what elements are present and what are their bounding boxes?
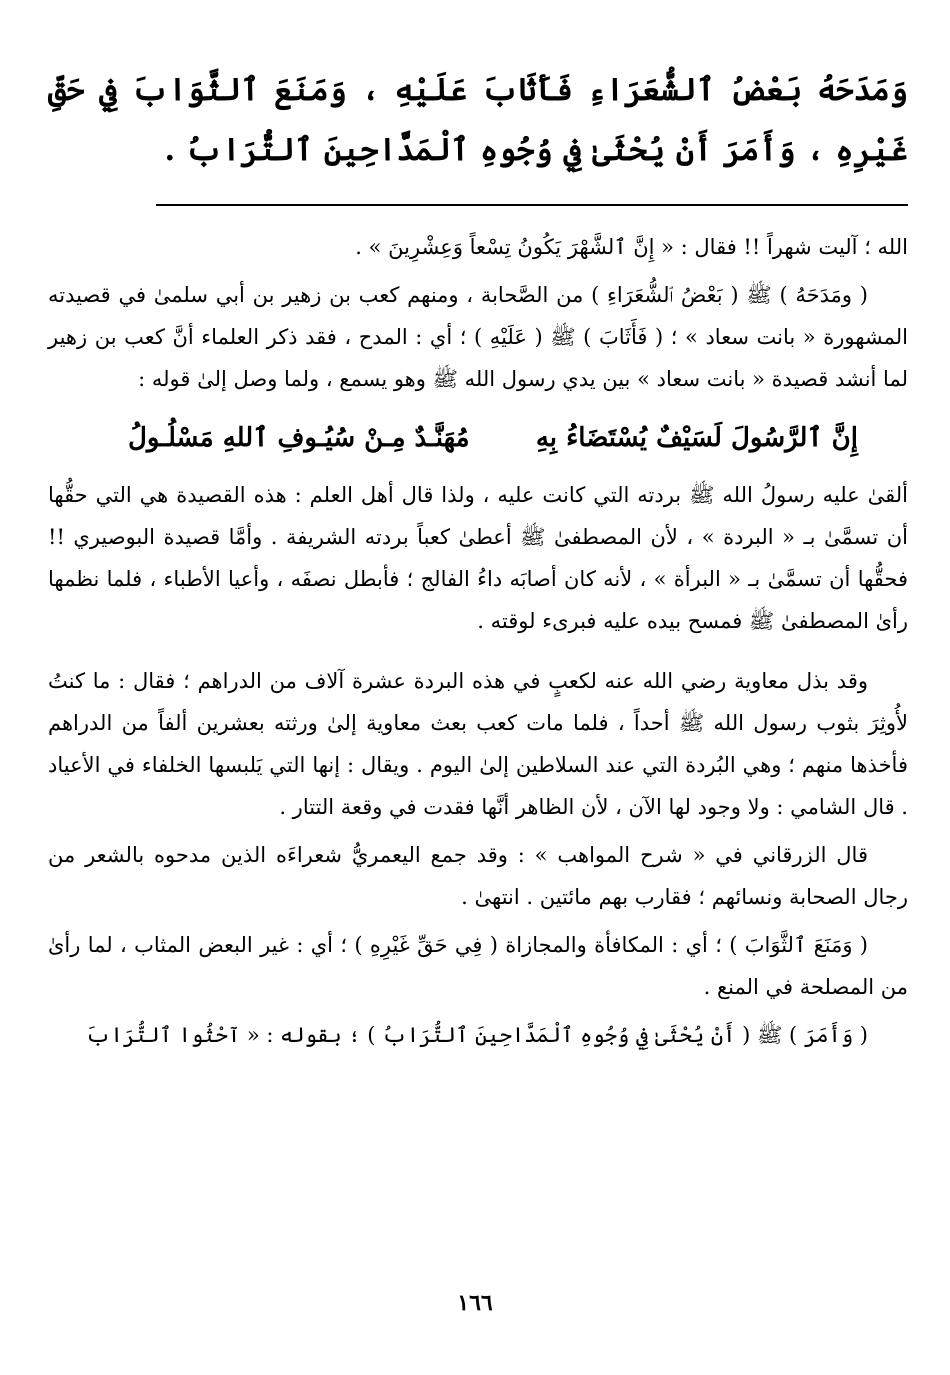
commentary-paragraph: ( ومَدَحَهُ ) ﷺ ( بَعْضُ ٱلشُّعَرَاءِ ) من الصَّحابة ، ومنهم كعب بن زهير بن أبي سلمىٰ في قصيدته المشهورة « بانت سعاد » ؛ ( فَأَثَابَ ) ﷺ ( عَلَيْهِ ) ؛ أي : المدح ، فقد ذكر العلماء أنَّ كعب بن زهير لما أنشد قصيدة « بانت سعاد » بين يدي رسول الله ﷺ وهو يسمع ، ولما وصل إلىٰ قوله : bbox=[48, 283, 908, 391]
commentary bbox=[48, 226, 908, 1056]
poetry-verse bbox=[48, 406, 908, 470]
commentary-paragraph: ( وَأَمَرَ ) ﷺ ( أَنْ يُحْثَىٰ فِي وُجُوهِ ٱلْمَدَّاحِينَ ٱلتُّرَابُ ) ؛ بقوله : « آحْثُوا ٱلتُّرَابَ bbox=[85, 1023, 868, 1047]
commentary-paragraph: وقد بذل معاوية رضي الله عنه لكعبٍ في هذه البردة عشرة آلاف من الدراهم ؛ فقال : ما كنتُ لأُوثِرَ بثوب رسول الله ﷺ أحداً ، فلما مات كعب بعث معاوية إلىٰ ورثته بعشرين ألفاً من الدراهم فأخذها منهم ؛ وهي البُردة التي عند السلاطين إلىٰ اليوم . ويقال : إنها التي يَلبسها الخلفاء في الأعياد . قال الشامي : ولا وجود لها الآن ، لأن الظاهر أنَّها فقدت في وقعة التتار . bbox=[48, 669, 908, 819]
page-number: ١٦٦ bbox=[457, 1290, 493, 1316]
book-page bbox=[48, 60, 908, 1062]
separator-rule bbox=[156, 204, 908, 206]
verse-second-hemistich: مُهَنَّـدٌ مِـنْ سُيُـوفِ ٱللهِ مَسْلُـولُ bbox=[128, 423, 470, 453]
matn-text: وَمَدَحَهُ بَعْضُ ٱلشُّعَرَاءِ فَأَثَابَ عَلَيْهِ ، وَمَنَعَ ٱلثَّوَابَ فِي حَقِّ غَيْرِهِ ، وَأَمَرَ أَنْ يُحْثَىٰ فِي وُجُوهِ ٱلْمَدَّاحِينَ ٱلتُّرَابُ . bbox=[48, 72, 908, 168]
commentary-paragraph: ( وَمَنَعَ ٱلثَّوَابَ ) ؛ أي : المكافأة والمجازاة ( فِي حَقِّ غَيْرِهِ ) ؛ أي : غير البعض المثاب ، لما رأىٰ من المصلحة في المنع . bbox=[48, 933, 908, 999]
commentary-paragraph: قال الزرقاني في « شرح المواهب » : وقد جمع اليعمريُّ شعراءَه الذين مدحوه بالشعر من رجال الصحابة ونسائهم ؛ فقارب بهم مائتين . انتهىٰ . bbox=[48, 843, 908, 909]
commentary-paragraph: ألقىٰ عليه رسولُ الله ﷺ بردته التي كانت عليه ، ولذا قال أهل العلم : هذه القصيدة هي التي حقُّها أن تسمَّىٰ بـ « البردة » ، لأن المصطفىٰ ﷺ أعطىٰ كعباً بردته الشريفة . وأمَّا قصيدة البوصيري !! فحقُّها أن تسمَّىٰ بـ « البرأة » ، لأنه كان أصابَه داءُ الفالج ؛ فأبطل نصفَه ، وأعيا الأطباء ، فلما نظمها رأىٰ المصطفىٰ ﷺ فمسح بيده عليه فبرىء لوقته . bbox=[48, 483, 908, 633]
verse-first-hemistich: إِنَّ ٱلرَّسُولَ لَسَيْفٌ يُسْتَضَاءُ بِهِ bbox=[535, 423, 858, 453]
commentary-paragraph: الله ؛ آليت شهراً !! فقال : « إِنَّ ٱلشَّهْرَ يَكُونُ تِسْعاً وَعِشْرِينَ » . bbox=[355, 235, 908, 259]
